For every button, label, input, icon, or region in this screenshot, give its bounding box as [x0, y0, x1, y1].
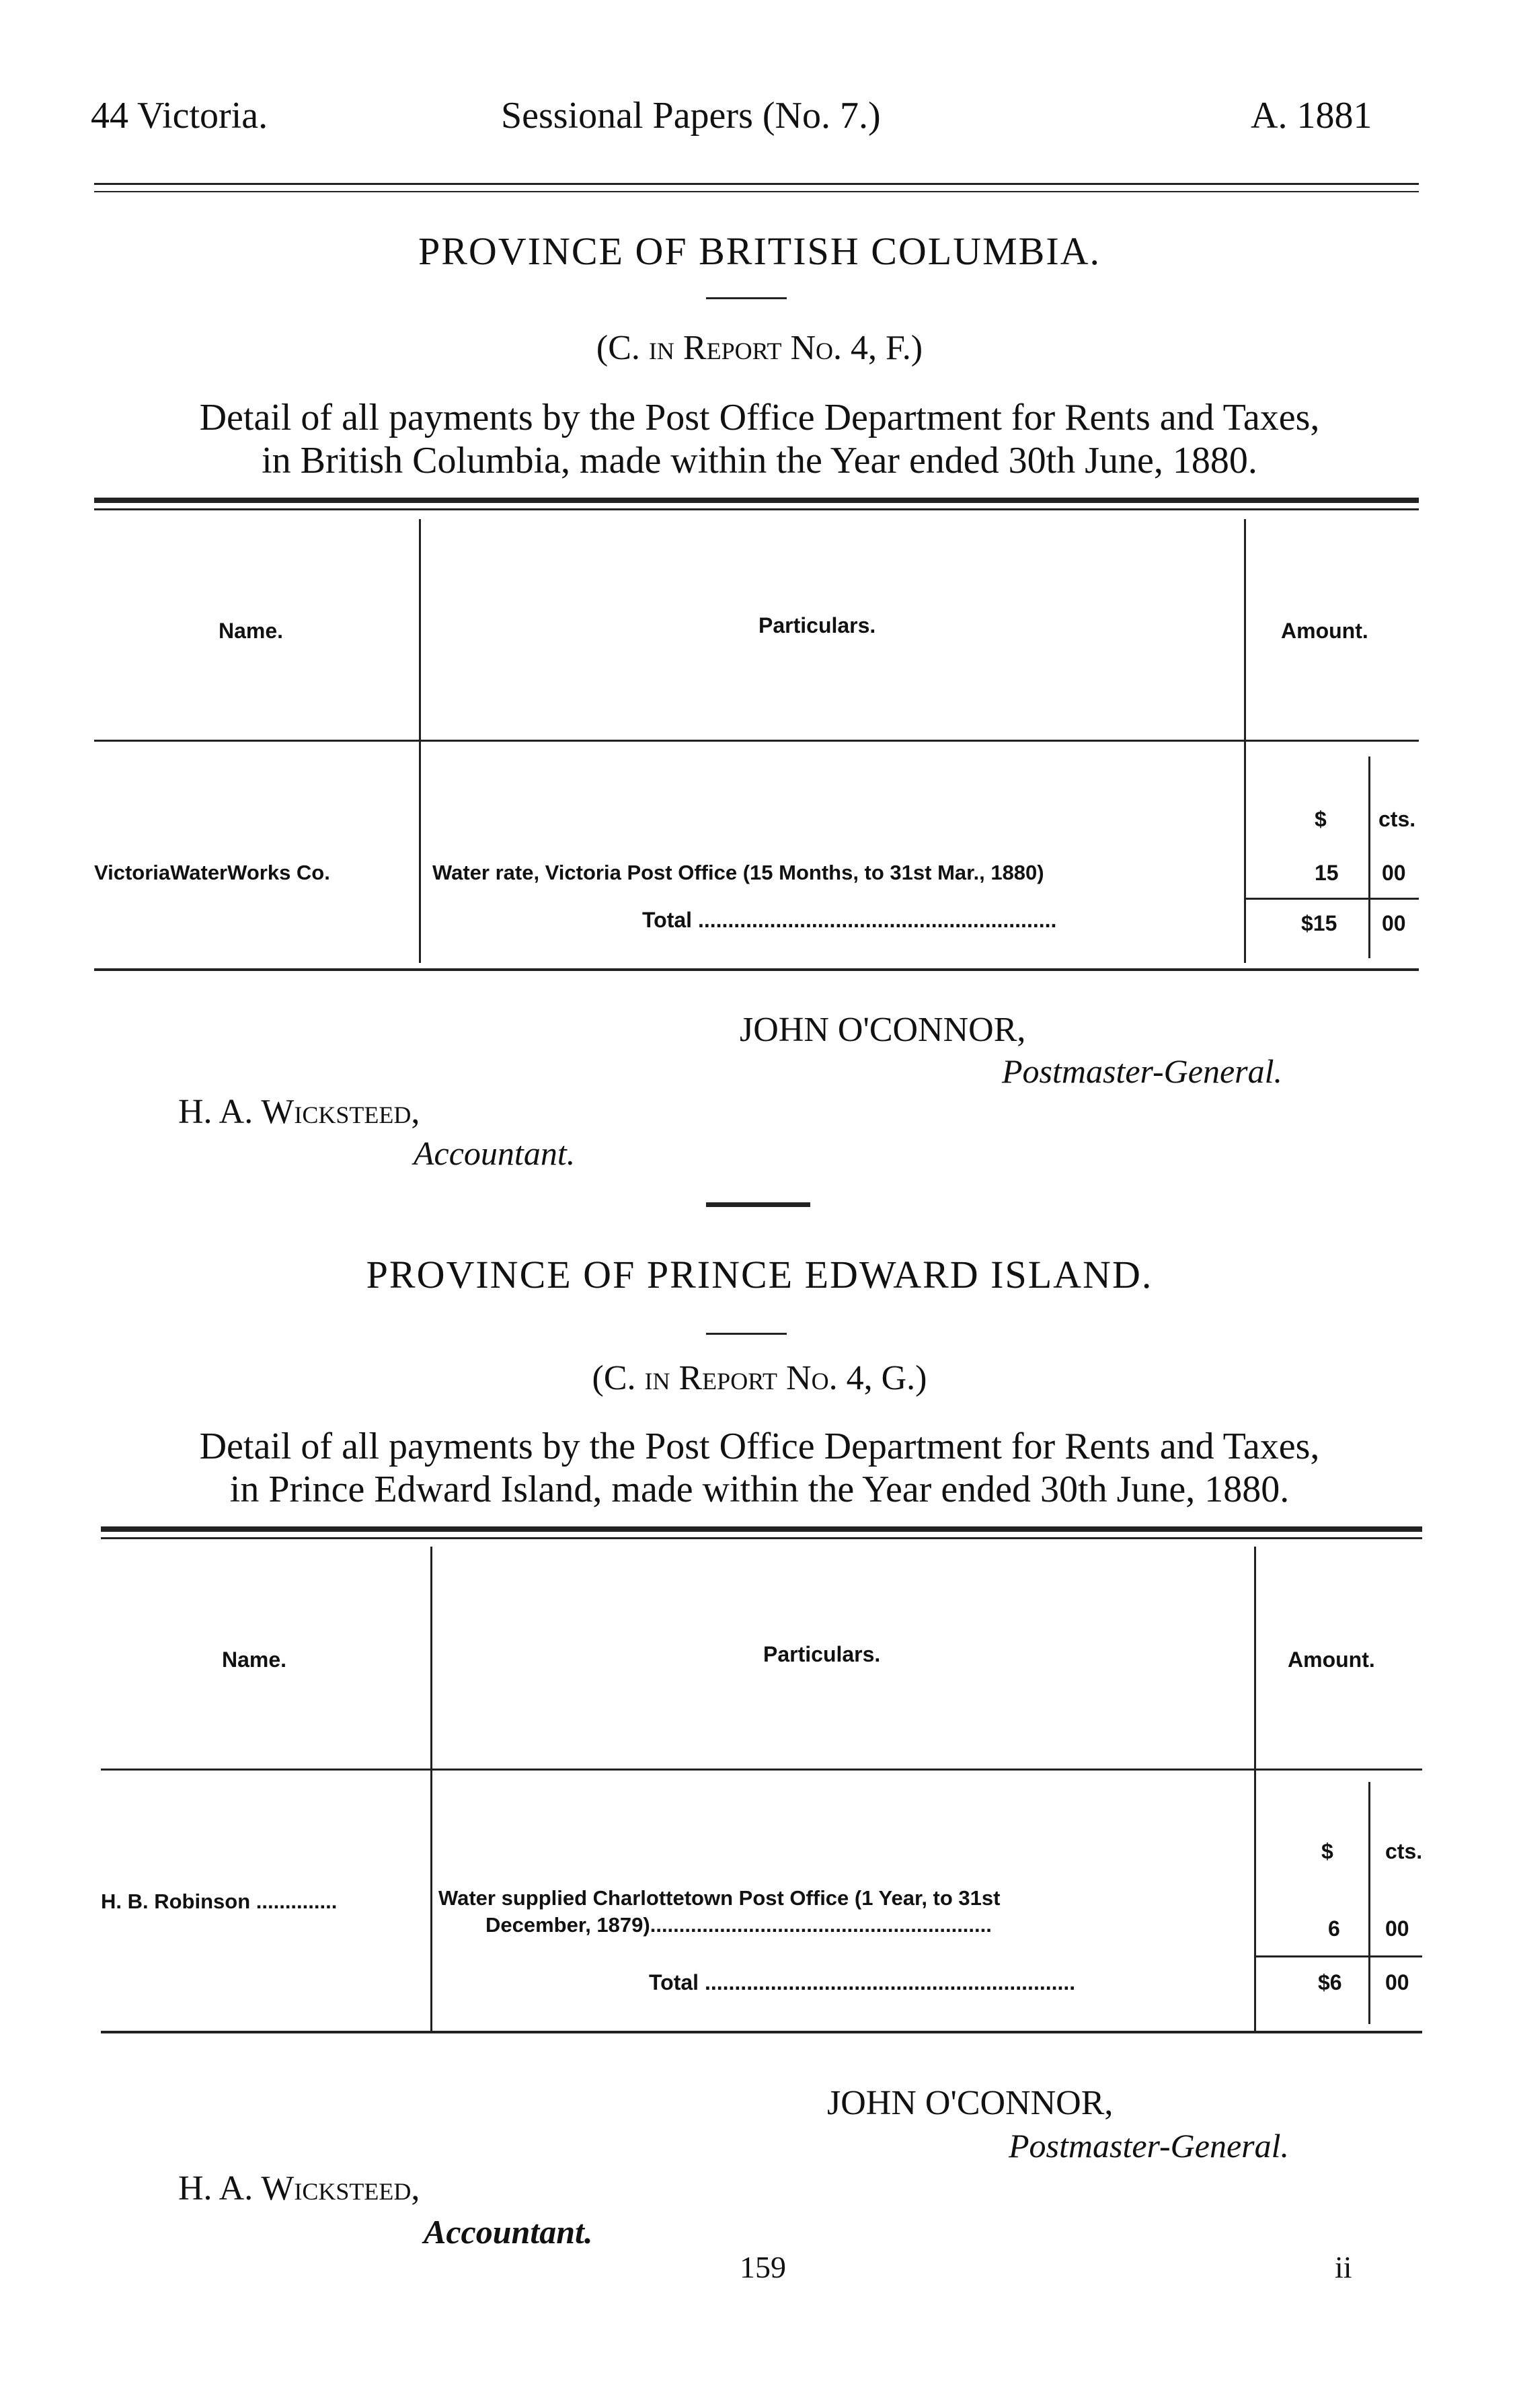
section1-total-dollars: $15 [1301, 911, 1337, 935]
section2-header-rule [101, 1769, 1422, 1771]
header-center: Sessional Papers (No. 7.) [501, 95, 881, 137]
section2-col-particulars-header: Particulars. [763, 1642, 881, 1666]
section2-row-particulars-line1: Water supplied Charlottetown Post Office (1 Year, to 31st [438, 1886, 1001, 1910]
section1-accountant-title: Accountant. [414, 1134, 576, 1172]
section1-row-cents: 00 [1382, 861, 1406, 885]
section2-row-name: H. B. Robinson .............. [101, 1890, 338, 1913]
section2-pm-title: Postmaster-General. [1009, 2127, 1289, 2165]
section1-row-name: VictoriaWaterWorks Co. [94, 861, 330, 884]
sheet-mark: ii [1335, 2250, 1352, 2284]
section1-row-dollars: 15 [1315, 861, 1339, 885]
section1-detail-line1: Detail of all payments by the Post Office Department for Rents and Taxes, [199, 397, 1320, 438]
section2-table-bottom-rule [101, 2031, 1422, 2033]
section2-col-amount-header: Amount. [1288, 1647, 1375, 1672]
section2-province-title: PROVINCE OF PRINCE EDWARD ISLAND. [366, 1253, 1153, 1296]
section2-dollar-label: $ [1321, 1839, 1333, 1863]
header-rule-bottom [94, 191, 1419, 192]
section2-double-rule-bottom [101, 1537, 1422, 1539]
section2-total-cents: 00 [1385, 1970, 1409, 1994]
section2-short-rule [706, 1333, 787, 1335]
section2-cents-divider [1368, 1782, 1370, 2024]
section1-cents-label: cts. [1378, 807, 1416, 831]
section1-detail-line2: in British Columbia, made within the Year ended 30th June, 1880. [262, 440, 1257, 481]
section1-header-rule [94, 740, 1419, 742]
section2-total-dollars: $6 [1318, 1970, 1342, 1994]
section1-pm-title: Postmaster-General. [1002, 1052, 1282, 1090]
section1-total-label: Total ............................................................ [642, 908, 1057, 932]
section-divider [706, 1202, 810, 1207]
section1-row-particulars: Water rate, Victoria Post Office (15 Months, to 31st Mar., 1880) [432, 861, 1044, 884]
section1-report-ref: (C. in Report No. 4, F.) [596, 329, 923, 367]
section2-detail-line2: in Prince Edward Island, made within the Year ended 30th June, 1880. [229, 1469, 1290, 1510]
section1-dollar-label: $ [1315, 807, 1327, 831]
section2-subtotal-rule [1254, 1955, 1422, 1957]
section2-row-dollars: 6 [1328, 1916, 1340, 1941]
section1-double-rule-top [94, 498, 1419, 503]
section2-row-particulars-line2: December, 1879)........................................................... [485, 1913, 992, 1937]
section2-col-name-header: Name. [222, 1647, 287, 1672]
section1-col-amount-header: Amount. [1281, 619, 1368, 643]
section2-row-cents: 00 [1385, 1916, 1409, 1941]
section2-pm-name: JOHN O'CONNOR, [827, 2084, 1114, 2122]
section2-col-divider-2 [1254, 1547, 1256, 2031]
section1-accountant-name: H. A. Wicksteed, [178, 1093, 420, 1131]
section2-accountant-title: Accountant. [424, 2213, 593, 2251]
section1-table-bottom-rule [94, 968, 1419, 971]
section2-cents-label: cts. [1385, 1839, 1423, 1863]
section1-pm-name: JOHN O'CONNOR, [740, 1011, 1026, 1049]
section2-detail-line1: Detail of all payments by the Post Office Department for Rents and Taxes, [199, 1426, 1320, 1467]
section2-col-divider-1 [430, 1547, 432, 2031]
section1-col-name-header: Name. [219, 619, 284, 643]
section1-col-particulars-header: Particulars. [758, 613, 876, 637]
section1-subtotal-rule [1244, 898, 1419, 900]
header-right: A. 1881 [1251, 95, 1372, 137]
section2-accountant-name: H. A. Wicksteed, [178, 2169, 420, 2208]
section1-double-rule-bottom [94, 508, 1419, 510]
page-number: 159 [740, 2250, 786, 2284]
section1-total-cents: 00 [1382, 911, 1406, 935]
header-rule-top [94, 183, 1419, 185]
section1-cents-divider [1368, 756, 1370, 958]
section1-short-rule [706, 297, 787, 299]
section2-double-rule-top [101, 1526, 1422, 1532]
header-left: 44 Victoria. [91, 95, 268, 137]
section1-province-title: PROVINCE OF BRITISH COLUMBIA. [418, 229, 1101, 273]
section2-total-label: Total .............................................................. [649, 1970, 1076, 1994]
section2-report-ref: (C. in Report No. 4, G.) [592, 1359, 927, 1397]
